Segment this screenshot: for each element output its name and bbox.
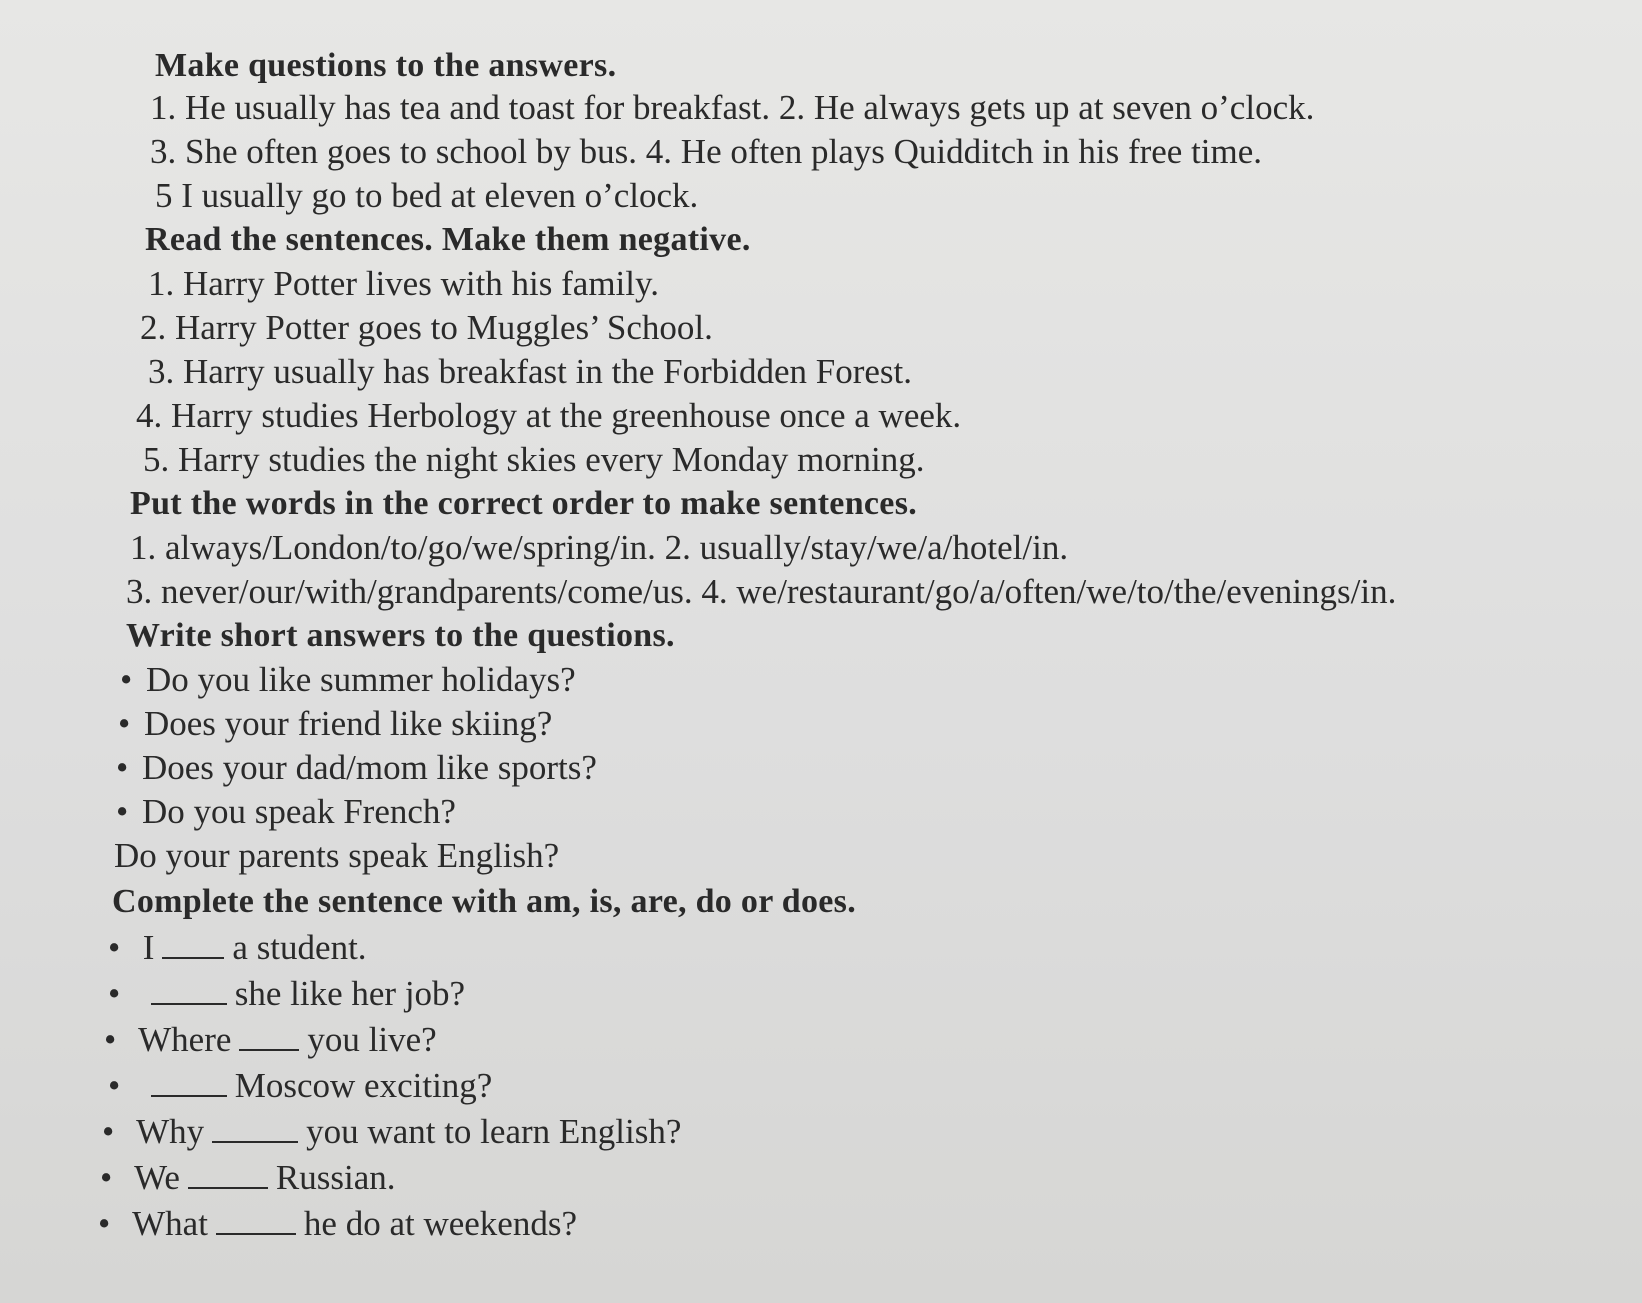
gap-before-text: I (142, 928, 155, 967)
exercise-line: 3. Harry usually has breakfast in the Forbidden Forest. (148, 352, 913, 391)
gap-sentence (104, 1018, 437, 1062)
exercise-line: 4. Harry studies Herbology at the greenhouse once a week. (136, 396, 962, 435)
answer-blank (212, 1111, 298, 1143)
gap-sentence (100, 1156, 396, 1200)
question-text: Do you like summer holidays? (146, 660, 576, 699)
question-bullet (120, 658, 576, 702)
gap-sentence (108, 926, 367, 970)
question-bullet (118, 702, 552, 746)
question-text: Does your friend like skiing? (144, 704, 553, 743)
section-heading-make-questions: Make questions to the answers. (155, 47, 617, 84)
gap-sentence (102, 1110, 681, 1154)
answer-blank (151, 973, 227, 1005)
answer-blank (188, 1157, 268, 1189)
gap-sentence (108, 972, 465, 1016)
gap-before-text: What (132, 1204, 208, 1243)
gap-after-text: you live? (307, 1020, 437, 1059)
exercise-line: 3. never/our/with/grandparents/come/us. 4. we/restaurant/go/a/often/we/to/the/evenings/in. (126, 572, 1397, 611)
gap-after-text: a student. (232, 928, 367, 967)
exercise-line: 3. She often goes to school by bus. 4. He often plays Quidditch in his free time. (150, 132, 1263, 171)
gap-sentence (98, 1202, 577, 1246)
gap-before-text: Where (138, 1020, 232, 1059)
answer-blank (239, 1019, 299, 1051)
gap-before-text: We (134, 1158, 180, 1197)
exercise-line: 5. Harry studies the night skies every Monday morning. (143, 440, 925, 479)
exercise-line: 5 I usually go to bed at eleven o’clock. (155, 176, 699, 215)
gap-after-text: she like her job? (234, 974, 466, 1013)
gap-before-text: Why (136, 1112, 205, 1151)
answer-blank (216, 1203, 296, 1235)
section-heading-complete-sentence: Complete the sentence with am, is, are, do or does. (112, 883, 857, 920)
gap-after-text: Russian. (275, 1158, 396, 1197)
question-text: Do you speak French? (142, 792, 456, 831)
exercise-line: 2. Harry Potter goes to Muggles’ School. (140, 308, 713, 347)
answer-blank (151, 1065, 227, 1097)
exercise-line: 1. Harry Potter lives with his family. (148, 264, 659, 303)
section-heading-make-negative: Read the sentences. Make them negative. (145, 221, 751, 258)
exercise-line: 1. He usually has tea and toast for breakfast. 2. He always gets up at seven o’clock. (150, 88, 1315, 127)
gap-sentence (108, 1064, 492, 1108)
section-heading-word-order: Put the words in the correct order to make sentences. (130, 485, 918, 522)
question-bullet (116, 746, 597, 790)
question-plain: Do your parents speak English? (114, 836, 560, 875)
exercise-line: 1. always/London/to/go/we/spring/in. 2. usually/stay/we/a/hotel/in. (130, 528, 1069, 567)
gap-after-text: Moscow exciting? (234, 1066, 493, 1105)
gap-after-text: he do at weekends? (303, 1204, 578, 1243)
section-heading-short-answers: Write short answers to the questions. (126, 617, 675, 654)
question-text: Does your dad/mom like sports? (142, 748, 597, 787)
answer-blank (162, 927, 224, 959)
question-bullet (116, 790, 456, 834)
gap-after-text: you want to learn English? (306, 1112, 682, 1151)
